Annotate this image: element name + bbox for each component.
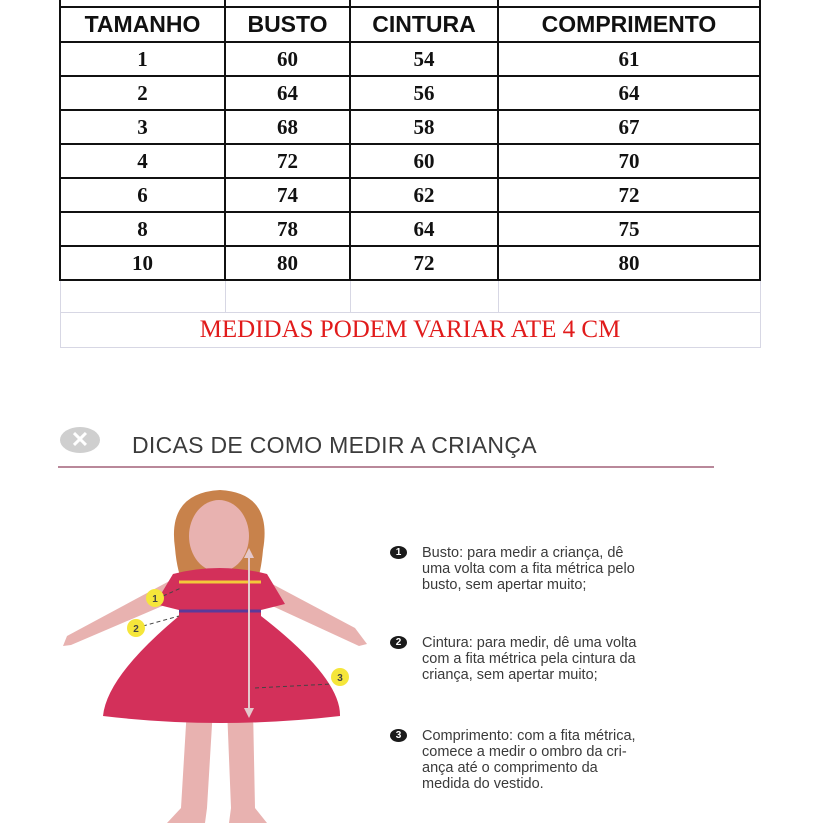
length-cell: 72 bbox=[498, 178, 760, 212]
header-cintura: CINTURA bbox=[350, 7, 498, 42]
dress-shape bbox=[103, 568, 340, 723]
table-cell bbox=[60, 280, 225, 313]
table-cell bbox=[350, 0, 498, 7]
right-leg-shape bbox=[227, 708, 267, 823]
table-row bbox=[60, 144, 760, 178]
table-cell bbox=[498, 280, 760, 313]
waist-cell: 60 bbox=[350, 144, 498, 178]
waist-cell: 62 bbox=[350, 178, 498, 212]
size-cell: 3 bbox=[60, 110, 225, 144]
table-row bbox=[60, 76, 760, 110]
bust-cell: 68 bbox=[225, 110, 350, 144]
number-badge-icon: 2 bbox=[390, 636, 407, 649]
tip-text: Comprimento: com a fita métrica, comece a medir o ombro da cri- ança até o comprimento da medida do vestido. bbox=[422, 728, 636, 792]
face-shape bbox=[189, 500, 249, 572]
table-cell bbox=[498, 0, 760, 7]
header-tamanho: TAMANHO bbox=[60, 7, 225, 42]
table-row bbox=[60, 212, 760, 246]
note-row bbox=[60, 313, 760, 348]
close-icon[interactable]: ✕ bbox=[60, 427, 100, 453]
header-comprimento: COMPRIMENTO bbox=[498, 7, 760, 42]
header-busto: BUSTO bbox=[225, 7, 350, 42]
waist-cell: 64 bbox=[350, 212, 498, 246]
table-row bbox=[60, 246, 760, 280]
marker-3-label: 3 bbox=[337, 673, 343, 684]
length-cell: 64 bbox=[498, 76, 760, 110]
length-cell: 61 bbox=[498, 42, 760, 76]
left-leg-shape bbox=[167, 708, 213, 823]
table-top-strip bbox=[60, 0, 760, 7]
size-cell: 1 bbox=[60, 42, 225, 76]
size-cell: 6 bbox=[60, 178, 225, 212]
table-header-row bbox=[60, 7, 760, 42]
length-cell: 80 bbox=[498, 246, 760, 280]
bust-cell: 64 bbox=[225, 76, 350, 110]
empty-row bbox=[60, 280, 760, 313]
waist-cell: 54 bbox=[350, 42, 498, 76]
marker-2-label: 2 bbox=[133, 624, 139, 635]
length-cell: 75 bbox=[498, 212, 760, 246]
table-cell bbox=[60, 0, 225, 7]
table-cell bbox=[225, 280, 350, 313]
variation-note: MEDIDAS PODEM VARIAR ATE 4 CM bbox=[60, 313, 760, 348]
waist-cell: 56 bbox=[350, 76, 498, 110]
number-badge-icon: 3 bbox=[390, 729, 407, 742]
tips-title: DICAS DE COMO MEDIR A CRIANÇA bbox=[132, 432, 537, 458]
bust-cell: 80 bbox=[225, 246, 350, 280]
marker-1-label: 1 bbox=[152, 594, 158, 605]
divider bbox=[58, 466, 714, 468]
child-measurement-illustration bbox=[55, 478, 385, 831]
tips-header bbox=[58, 424, 714, 468]
tip-text: Busto: para medir a criança, dê uma volta com a fita métrica pelo busto, sem apertar muito; bbox=[422, 545, 635, 593]
size-table bbox=[59, 0, 761, 348]
table-row bbox=[60, 110, 760, 144]
length-cell: 67 bbox=[498, 110, 760, 144]
bust-cell: 74 bbox=[225, 178, 350, 212]
number-badge-icon: 1 bbox=[390, 546, 407, 559]
bust-cell: 60 bbox=[225, 42, 350, 76]
size-cell: 4 bbox=[60, 144, 225, 178]
waist-cell: 58 bbox=[350, 110, 498, 144]
tip-text: Cintura: para medir, dê uma volta com a fita métrica pela cintura da criança, sem apertar muito; bbox=[422, 635, 637, 683]
table-cell bbox=[350, 280, 498, 313]
table-cell bbox=[225, 0, 350, 7]
waist-cell: 72 bbox=[350, 246, 498, 280]
bust-cell: 72 bbox=[225, 144, 350, 178]
size-cell: 8 bbox=[60, 212, 225, 246]
table-row bbox=[60, 178, 760, 212]
bust-cell: 78 bbox=[225, 212, 350, 246]
table-row bbox=[60, 42, 760, 76]
size-cell: 2 bbox=[60, 76, 225, 110]
length-cell: 70 bbox=[498, 144, 760, 178]
size-cell: 10 bbox=[60, 246, 225, 280]
